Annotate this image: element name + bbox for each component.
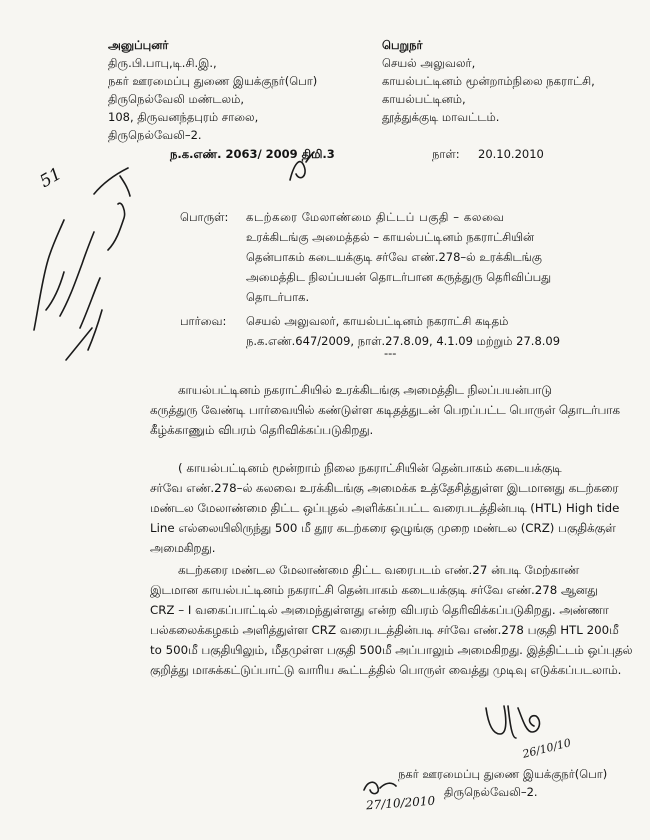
para2-line-2: சர்வே எண்.278–ல் கலவை உரக்கிடங்கு அமைக்க உத்தேசித்துள்ள இடமானது கடற்கரை [150, 481, 619, 495]
reference-letter-line-1: செயல் அலுவலர், காயல்பட்டினம் நகராட்சி கடிதம் [246, 314, 509, 328]
subject-line-4: அமைத்திட நிலப்பயன் தொடர்பான கருத்துரு தெரிவிப்பது [246, 270, 552, 284]
para3-line-6: குறித்து மாசுக்கட்டுப்பாட்டு வாரிய கூட்டத்தில் பொருள் வைத்து முடிவு எடுக்கப்படலாம். [150, 663, 622, 677]
para1-line-3: கீழ்க்காணும் விபரம் தெரிவிக்கப்படுகிறது. [150, 423, 374, 437]
para3-line-2: இடமான காயல்பட்டினம் நகராட்சி தென்பாகம் கடையக்குடி சர்வே எண்.278 ஆனது [150, 583, 598, 597]
signatory-designation: நகர் ஊரமைப்பு துணை இயக்குநர்(பொ) [398, 767, 608, 781]
para2-line-4: Line எல்லையிலிருந்து 500 மீ தூர கடற்கரை ஒழுங்கு முறை மண்டல (CRZ) பகுதிக்குள் [150, 521, 616, 535]
sender-line-3: திருநெல்வேலி மண்டலம், [108, 92, 244, 106]
body-paragraph-1 [150, 380, 620, 440]
recipient-line-2: காயல்பட்டினம் மூன்றாம்நிலை நகராட்சி, [382, 74, 595, 88]
sender-heading: அனுப்புனர் [108, 38, 169, 52]
sender-line-2: நகர் ஊரமைப்பு துணை இயக்குநர்(பொ) [108, 74, 318, 88]
para3-line-5: to 500மீ பகுதியிலும், மீதமுள்ள பகுதி 500மீ அப்பாலும் அமைகிறது. இத்திட்டம் ஒப்புதல் [150, 643, 633, 657]
para3-line-4: பல்கலைக்கழகம் அளித்துள்ள CRZ வரைபடத்தின்படி சர்வே எண்.278 பகுதி HTL 200மீ [150, 623, 619, 637]
recipient-line-4: தூத்துக்குடி மாவட்டம். [382, 110, 500, 124]
handwritten-sign-date: 26/10/10 [521, 736, 573, 761]
subject-label: பொருள்: [180, 210, 229, 224]
body-paragraph-3 [150, 560, 632, 680]
margin-handwriting [24, 160, 144, 370]
body-paragraph-2 [150, 458, 619, 558]
recipient-heading: பெறுநர் [382, 38, 423, 52]
subject-line-5: தொடர்பாக. [246, 290, 310, 304]
footer-initial [360, 776, 400, 798]
sender-line-5: திருநெல்வேலி–2. [108, 128, 202, 142]
reference-letter-separator: --- [384, 346, 397, 360]
subject-line-3: தென்பாகம் கடையக்குடி சர்வே எண்.278–ல் உரக்கிடங்கு [246, 250, 542, 264]
para3-line-3: CRZ – I வகைப்பாட்டில் அமைந்துள்ளது என்ற விபரம் தெரிவிக்கப்படுகிறது. அண்ணா [150, 603, 609, 617]
para2-line-3: மண்டல மேலாண்மை திட்ட ஒப்புதல் அளிக்கப்பட்ட வரைபடத்தின்படி (HTL) High tide [150, 501, 620, 515]
subject-line-1: கடற்கரை மேலாண்மை திட்டப் பகுதி – கலவை [246, 210, 505, 224]
sender-line-1: திரு.பி.பாபு,டி.சி.இ., [108, 56, 217, 70]
reference-number: ந.க.எண். 2063/ 2009 திமி.3 [170, 147, 335, 161]
reference-letter-line-2: ந.க.எண்.647/2009, நாள்.27.8.09, 4.1.09 மற்றும் 27.8.09 [246, 334, 561, 348]
footer-handwriting: 27/10/2010 [365, 793, 436, 813]
para1-line-1: காயல்பட்டினம் நகராட்சியில் உரக்கிடங்கு அமைத்திட நிலப்பயன்பாடு [178, 383, 552, 397]
para1-line-2: கருத்துரு வேண்டி பார்வையில் கண்டுள்ள கடிதத்துடன் பெறப்பட்ட பொருள் தொடர்பாக [150, 403, 620, 417]
sender-line-4: 108, திருவனந்தபுரம் சாலை, [108, 110, 259, 124]
reference-date-label: நாள்: [432, 147, 460, 161]
para2-line-1: ( காயல்பட்டினம் மூன்றாம் நிலை நகராட்சியின் தென்பாகம் கடையக்குடி [178, 461, 562, 475]
initials-mark [286, 150, 316, 190]
para3-line-1: கடற்கரை மண்டல மேலாண்மை திட்ட வரைபடம் எண்.27 ன்படி மேற்காண் [178, 563, 580, 577]
recipient-line-1: செயல் அலுவலர், [382, 56, 476, 70]
recipient-line-3: காயல்பட்டினம், [382, 92, 466, 106]
reference-date-value: 20.10.2010 [478, 147, 544, 161]
reference-letter-label: பார்வை: [180, 314, 227, 328]
subject-line-2: உரக்கிடங்கு அமைத்தல் – காயல்பட்டினம் நகராட்சியின் [246, 230, 535, 244]
signatory-place: திருநெல்வேலி–2. [444, 785, 538, 799]
margin-number: 51 [36, 163, 66, 193]
para2-line-5: அமைகிறது. [150, 541, 216, 555]
